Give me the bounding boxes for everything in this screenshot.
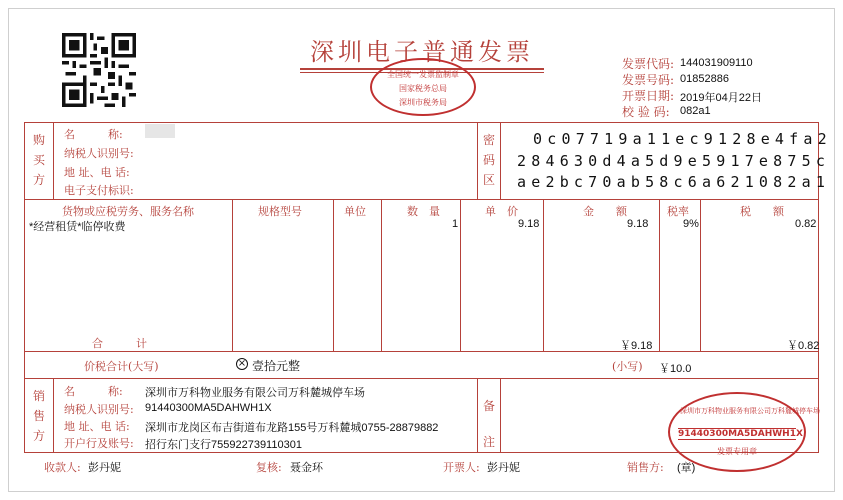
buyer-name-label: 名 称:: [64, 128, 123, 141]
grand-total-lower-label: (小写): [612, 360, 643, 373]
cipher-line-1: 0c07719a11ec9128e4fa2: [533, 130, 832, 148]
header-amount: 金 额: [583, 205, 627, 218]
reviewer-label: 复核:: [256, 461, 282, 474]
header-spec: 规格型号: [258, 205, 302, 218]
line-items-bottom: [24, 351, 819, 352]
seller-section-label: 销 售 方: [32, 389, 45, 443]
line-col-price: [460, 199, 461, 351]
buyer-tax-label: 纳税人识别号:: [64, 147, 134, 160]
total-label: 合 计: [92, 337, 147, 350]
cipher-line-3: ae2bc70ab58c6a621082a1: [517, 173, 831, 191]
line-remark-left: [477, 378, 478, 453]
seller-stamp-top: 深圳市万科物业服务有限公司万科麓城停车场: [680, 407, 820, 415]
line-remark-section: [500, 378, 501, 453]
cross-circle-icon: ×: [237, 358, 247, 369]
seller-addr-label: 地 址、电 话:: [64, 420, 130, 433]
buyer-section-label: 购 买 方: [32, 133, 45, 187]
seller-seal-placeholder: (章): [677, 462, 696, 474]
grand-total-lower: ￥10.0: [659, 363, 692, 375]
issue-date: 2019年04月22日: [680, 92, 762, 104]
check-code: 082a1: [680, 105, 711, 117]
invoice-code-label: 发票代码:: [622, 57, 675, 71]
header-tax: 税 额: [740, 205, 784, 218]
buyer-name-redacted: [145, 124, 175, 138]
seller-tax-label: 纳税人识别号:: [64, 403, 134, 416]
line-cipher-section: [500, 122, 501, 199]
reviewer: 聂金环: [290, 462, 323, 474]
drawer: 彭丹妮: [487, 462, 520, 474]
invoice-number: 01852886: [680, 73, 729, 85]
check-code-label: 校 验 码:: [622, 105, 670, 119]
header-item-name: 货物或应税劳务、服务名称: [62, 205, 194, 218]
seller-name: 深圳市万科物业服务有限公司万科麓城停车场: [145, 387, 365, 399]
total-tax: ￥0.82: [787, 340, 820, 352]
item-name: *经营租赁*临停收费: [29, 221, 126, 233]
seller-stamp-id: 91440300MA5DAHWH1X: [678, 429, 803, 439]
header-rate: 税率: [667, 205, 689, 218]
line-col-qty: [381, 199, 382, 351]
payee: 彭丹妮: [88, 462, 121, 474]
item-tax: 0.82: [795, 218, 817, 230]
seller-bank: 招行东门支行755922739110301: [145, 439, 302, 451]
invoice-code: 144031909110: [680, 57, 753, 69]
line-col-unit: [333, 199, 334, 351]
item-amount: 9.18: [627, 218, 649, 230]
line-total-bottom: [24, 378, 819, 379]
buyer-pay-label: 电子支付标识:: [64, 184, 134, 197]
drawer-label: 开票人:: [443, 461, 480, 474]
issue-date-label: 开票日期:: [622, 89, 675, 103]
line-col-rate: [659, 199, 660, 351]
payee-label: 收款人:: [44, 461, 81, 474]
line-col-tax: [700, 199, 701, 351]
seller-stamp-bottom: 发票专用章: [717, 447, 757, 456]
item-qty: 1: [452, 218, 459, 230]
invoice-title: 深圳电子普通发票: [310, 38, 534, 66]
stamp-line-2: 国家税务总局: [399, 84, 447, 93]
header-unit: 单位: [344, 205, 366, 218]
stamp-line-3: 深圳市税务局: [399, 98, 447, 107]
grand-total-upper: 壹拾元整: [252, 359, 301, 373]
grand-total-label: 价税合计(大写): [84, 360, 159, 373]
cipher-line-2: 284630d4a5d9e5917e875c: [517, 152, 831, 170]
seller-addr: 深圳市龙岗区布吉街道布龙路155号万科麓城0755-28879882: [145, 422, 439, 434]
seller-bank-label: 开户行及账号:: [64, 437, 134, 450]
seller-tax: 91440300MA5DAHWH1X: [145, 402, 272, 414]
line-buyer-section: [53, 122, 54, 199]
line-col-spec: [232, 199, 233, 351]
qr-code: [62, 33, 136, 107]
header-price: 单 价: [485, 205, 518, 218]
seller-name-label: 名 称:: [64, 385, 123, 398]
buyer-addr-label: 地 址、电 话:: [64, 166, 130, 179]
stamp-line-1: 全国统一发票监制章: [387, 70, 459, 79]
cipher-section-label: 密 码 区: [482, 133, 495, 187]
line-col-amount: [543, 199, 544, 351]
remark-section-label: 备 注: [482, 399, 495, 449]
item-rate: 9%: [683, 218, 699, 230]
supervision-stamp: [370, 58, 476, 116]
total-amount: ￥9.18: [620, 340, 653, 352]
invoice-number-label: 发票号码:: [622, 73, 675, 87]
seller-sign-label: 销售方:: [627, 461, 664, 474]
line-cipher-left: [477, 122, 478, 199]
item-price: 9.18: [518, 218, 540, 230]
header-qty: 数 量: [407, 205, 440, 218]
line-seller-section: [53, 378, 54, 453]
